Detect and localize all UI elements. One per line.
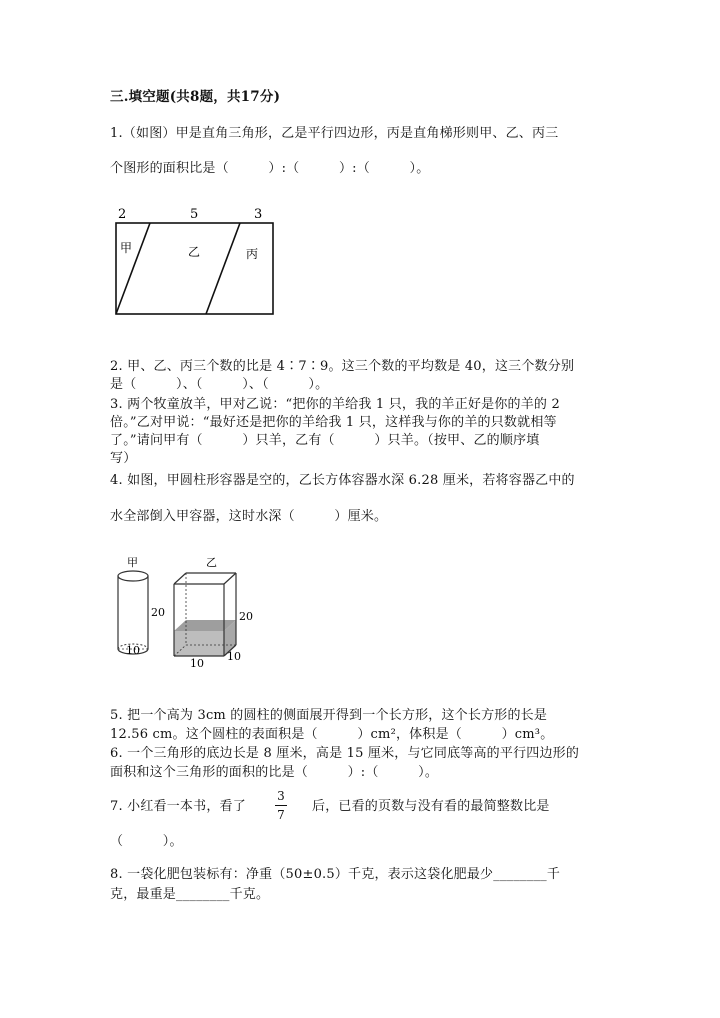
q4-water — [174, 631, 224, 656]
q4-box-width: 10 — [227, 650, 241, 663]
q8-line2: 克，最重是________千克。 — [110, 887, 270, 902]
q7-suffix: 后，已看的页数与没有看的最简整数比是 — [312, 799, 550, 814]
q5-line2: 12.56 cm。这个圆柱的表面积是（ ）cm²，体积是（ ）cm³。 — [110, 727, 554, 742]
q4-box-length: 10 — [190, 657, 204, 670]
q1-diagonal-right — [206, 223, 240, 314]
q2-line1: 2. 甲、乙、丙三个数的比是 4∶7∶9。这三个数的平均数是 40，这三个数分别 — [110, 359, 575, 374]
q1-outer-rectangle — [116, 223, 273, 314]
q4-label-yi: 乙 — [206, 556, 217, 569]
section-title: 三.填空题(共8题，共17分) — [110, 89, 281, 105]
q1-label-yi: 乙 — [188, 245, 201, 259]
q4-cylinder-top — [118, 571, 148, 581]
q4-box-height: 20 — [239, 610, 253, 623]
q7-prefix: 7. 小红看一本书，看了 — [110, 799, 246, 814]
q3-line3: 了。”请问甲有（ ）只羊，乙有（ ）只羊。（按甲、乙的顺序填 — [110, 433, 540, 448]
q2-line2: 是（ ）、（ ）、（ ）。 — [110, 377, 329, 392]
q7-denominator: 7 — [277, 808, 285, 822]
q4-figure — [108, 552, 253, 672]
q4-label-jia: 甲 — [127, 556, 138, 569]
q3-line2: 倍。”乙对甲说：“最好还是把你的羊给我 1 只，这样我与你的羊的只数就相等 — [110, 415, 557, 430]
q4-cylinder-height: 20 — [151, 606, 165, 619]
q1-label-jia: 甲 — [120, 241, 133, 255]
q7-fraction-bar — [275, 805, 287, 806]
q1-figure — [108, 200, 283, 320]
q8-line1: 8. 一袋化肥包装标有：净重（50±0.5）千克，表示这袋化肥最少________千 — [110, 867, 561, 882]
q4-line2: 水全部倒入甲容器，这时水深（ ）厘米。 — [110, 509, 388, 524]
q4-line1: 4. 如图，甲圆柱形容器是空的，乙长方体容器水深 6.28 厘米，若将容器乙中的 — [110, 473, 575, 488]
q4-cylinder-diameter: 10 — [126, 644, 140, 657]
q1-top-label-3: 3 — [254, 207, 263, 222]
q1-top-label-5: 5 — [190, 207, 199, 222]
q7-numerator: 3 — [277, 789, 285, 803]
q7-fraction — [273, 789, 289, 822]
q6-line2: 面积和这个三角形的面积的比是（ ）:（ ）。 — [110, 765, 439, 780]
q1-diagonal-left — [116, 223, 150, 314]
q5-line1: 5. 把一个高为 3cm 的圆柱的侧面展开得到一个长方形，这个长方形的长是 — [110, 708, 548, 723]
q1-top-label-2: 2 — [118, 207, 127, 222]
q1-line1: 1.（如图）甲是直角三角形，乙是平行四边形，丙是直角梯形则甲、乙、丙三 — [110, 126, 559, 141]
q3-line1: 3. 两个牧童放羊，甲对乙说：“把你的羊给我 1 只，我的羊正好是你的羊的 2 — [110, 397, 560, 412]
q1-label-bing: 丙 — [246, 247, 259, 261]
q3-line4: 写） — [110, 451, 137, 466]
q6-line1: 6. 一个三角形的底边长是 8 厘米，高是 15 厘米，与它同底等高的平行四边形的 — [110, 746, 580, 761]
q1-line2: 个图形的面积比是（ ）:（ ）:（ ）。 — [110, 161, 430, 176]
q7-line2: （ ）。 — [110, 834, 183, 849]
